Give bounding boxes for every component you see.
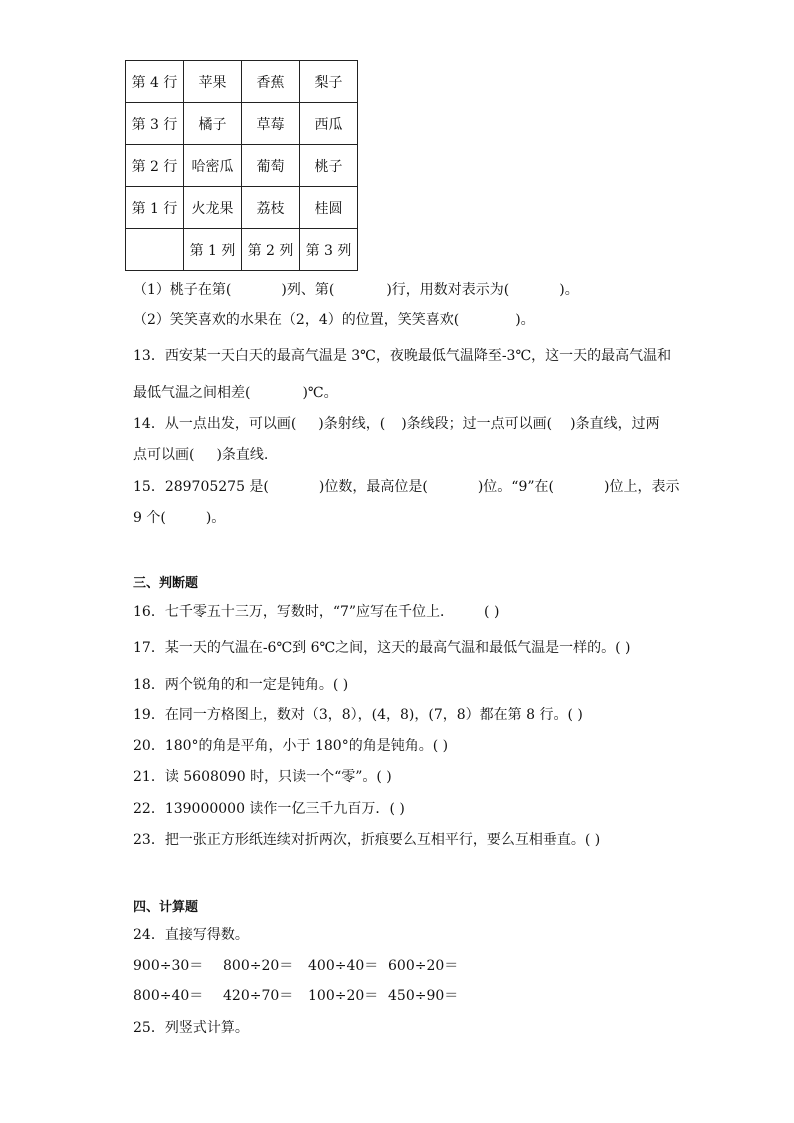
table-row <box>126 103 358 145</box>
answer-bracket[interactable]: ( ) <box>332 677 349 693</box>
table-row <box>126 229 358 271</box>
calc-expression: 450÷90＝ <box>388 988 459 1004</box>
answer-bracket[interactable]: ( ) <box>484 604 500 620</box>
row-label: 第 3 行 <box>126 103 184 145</box>
answer-bracket[interactable]: ( ) <box>615 640 631 656</box>
q13-line1: 13．西安某一天白天的最高气温是 3℃，夜晚最低气温降至-3℃，这一天的最高气温和 <box>133 348 672 364</box>
calc-expression: 900÷30＝ <box>133 958 204 974</box>
q14-line2 <box>133 446 268 464</box>
column-label: 第 2 列 <box>242 229 300 271</box>
fruit-cell: 荔枝 <box>242 187 300 229</box>
q13-line2 <box>133 384 338 402</box>
q15-line2 <box>133 509 225 527</box>
row-label: 第 1 行 <box>126 187 184 229</box>
section-title-calculation: 四、计算题 <box>133 900 199 915</box>
calc-expression: 600÷20＝ <box>388 958 459 974</box>
judgement-text: 21．读 5608090 时，只读一个“零”。 <box>133 769 377 785</box>
q15-line1 <box>133 478 679 496</box>
judgement-text: 19．在同一方格图上，数对（3，8），(4，8)，(7，8）都在第 8 行。 <box>133 707 568 723</box>
fruit-cell: 草莓 <box>242 103 300 145</box>
fruit-cell: 苹果 <box>184 61 242 103</box>
q14-text-b: )条射线，( <box>318 416 386 432</box>
fruit-cell: 香蕉 <box>242 61 300 103</box>
q24-instruction: 24．直接写得数。 <box>133 927 249 943</box>
q25-instruction: 25．列竖式计算。 <box>133 1020 249 1036</box>
q12-p2-text-a: （2）笑笑喜欢的水果在（2，4）的位置，笑笑喜欢( <box>133 312 460 328</box>
fruit-cell: 桃子 <box>300 145 358 187</box>
q15-text-c: )位。“9”在( <box>477 479 554 495</box>
calc-expression: 800÷20＝ <box>223 958 294 974</box>
q14-text-c: )条线段；过一点可以画( <box>401 416 553 432</box>
row-label: 第 4 行 <box>126 61 184 103</box>
calc-expression: 400÷40＝ <box>308 958 379 974</box>
q12-part1 <box>133 281 579 299</box>
table-row <box>126 61 358 103</box>
q12-part2 <box>133 311 535 329</box>
section-title-judgement: 三、判断题 <box>133 576 199 591</box>
fruit-cell: 葡萄 <box>242 145 300 187</box>
q13-text-b: )℃。 <box>302 385 338 401</box>
answer-bracket[interactable]: ( ) <box>584 832 601 848</box>
q12-p2-text-b: )。 <box>515 312 535 328</box>
calc-expression: 420÷70＝ <box>223 988 294 1004</box>
q15-text-f: )。 <box>205 510 226 526</box>
row-label: 第 2 行 <box>126 145 184 187</box>
q15-text-e: 9 个( <box>133 510 166 526</box>
column-label: 第 1 列 <box>184 229 242 271</box>
q14-text-e: 点可以画( <box>133 447 195 463</box>
judgement-item <box>133 603 499 621</box>
q12-p1-text-c: )行，用数对表示为( <box>386 282 510 298</box>
column-label: 第 3 列 <box>300 229 358 271</box>
judgement-item <box>133 768 392 786</box>
judgement-text: 20．180°的角是平角，小于 180°的角是钝角。 <box>133 738 433 754</box>
calc-row-2 <box>133 987 468 1005</box>
q12-p1-text-d: )。 <box>559 282 579 298</box>
judgement-text: 18．两个锐角的和一定是钝角。 <box>133 677 333 693</box>
judgement-item <box>133 706 583 724</box>
fruit-cell: 哈密瓜 <box>184 145 242 187</box>
judgement-item <box>133 676 348 694</box>
q12-p1-text-a: （1）桃子在第( <box>133 282 232 298</box>
judgement-item <box>133 800 405 818</box>
q12-p1-text-b: )列、第( <box>281 282 335 298</box>
q15-text-d: )位上，表示 <box>604 479 680 495</box>
judgement-text: 16．七千零五十三万，写数时，“7”应写在千位上． <box>133 604 455 620</box>
corner-cell <box>126 229 184 271</box>
calc-expression: 800÷40＝ <box>133 988 204 1004</box>
answer-bracket[interactable]: ( ) <box>389 801 405 817</box>
fruit-cell: 梨子 <box>300 61 358 103</box>
q15-text-b: )位数，最高位是( <box>318 479 428 495</box>
q15-text-a: 15．289705275 是( <box>133 479 269 495</box>
q14-line1 <box>133 415 660 433</box>
calc-row-1 <box>133 957 468 975</box>
fruit-grid-table <box>125 60 358 271</box>
fruit-cell: 西瓜 <box>300 103 358 145</box>
q14-text-f: )条直线. <box>216 447 269 463</box>
judgement-item <box>133 639 631 657</box>
q13-text-a: 最低气温之间相差( <box>133 385 251 401</box>
judgement-item <box>133 737 448 755</box>
judgement-text: 22．139000000 读作一亿三千九百万． <box>133 801 390 817</box>
table-row <box>126 187 358 229</box>
judgement-text: 17．某一天的气温在-6℃到 6℃之间，这天的最高气温和最低气温是一样的。 <box>133 640 616 656</box>
fruit-cell: 桂圆 <box>300 187 358 229</box>
fruit-cell: 橘子 <box>184 103 242 145</box>
judgement-text: 23．把一张正方形纸连续对折两次，折痕要么互相平行，要么互相垂直。 <box>133 832 585 848</box>
answer-bracket[interactable]: ( ) <box>376 769 392 785</box>
judgement-item <box>133 831 600 849</box>
answer-bracket[interactable]: ( ) <box>432 738 449 754</box>
table-row <box>126 145 358 187</box>
fruit-cell: 火龙果 <box>184 187 242 229</box>
q14-text-a: 14．从一点出发，可以画( <box>133 416 297 432</box>
q14-text-d: )条直线，过两 <box>570 416 660 432</box>
answer-bracket[interactable]: ( ) <box>567 707 583 723</box>
calc-expression: 100÷20＝ <box>308 988 379 1004</box>
